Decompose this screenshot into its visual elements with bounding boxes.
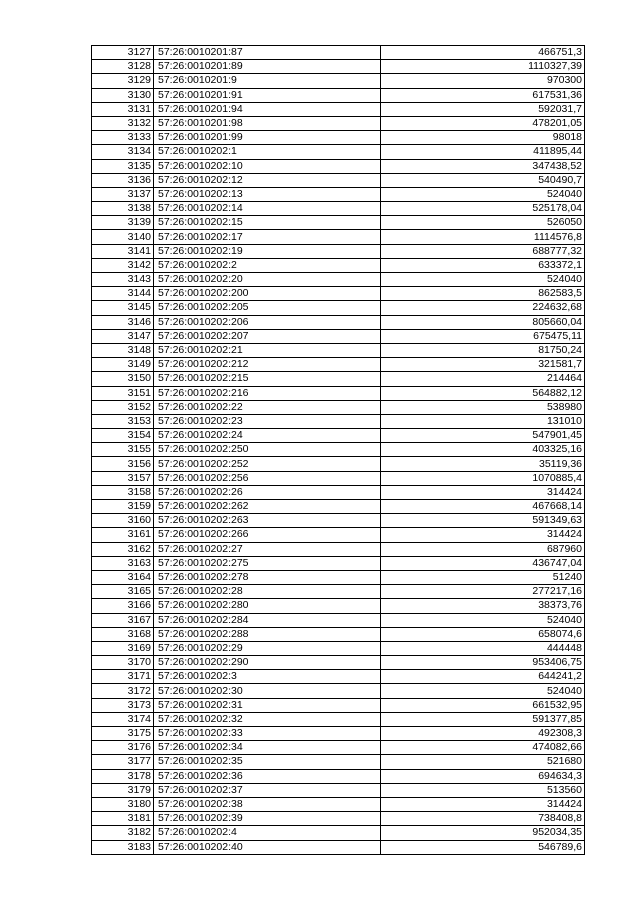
table-row bbox=[92, 599, 585, 613]
table-row bbox=[92, 783, 585, 797]
value-cell: 547901,45 bbox=[381, 429, 585, 443]
cadastral-number-cell: 57:26:0010202:207 bbox=[154, 329, 381, 343]
row-number-cell: 3152 bbox=[92, 400, 154, 414]
row-number-cell: 3139 bbox=[92, 216, 154, 230]
cadastral-number-cell: 57:26:0010201:87 bbox=[154, 46, 381, 60]
value-cell: 524040 bbox=[381, 187, 585, 201]
cadastral-number-cell: 57:26:0010202:38 bbox=[154, 797, 381, 811]
row-number-cell: 3154 bbox=[92, 429, 154, 443]
cadastral-number-cell: 57:26:0010201:89 bbox=[154, 60, 381, 74]
table-row bbox=[92, 372, 585, 386]
row-number-cell: 3163 bbox=[92, 556, 154, 570]
table-row bbox=[92, 570, 585, 584]
cadastral-number-cell: 57:26:0010202:26 bbox=[154, 485, 381, 499]
row-number-cell: 3148 bbox=[92, 343, 154, 357]
cadastral-number-cell: 57:26:0010202:35 bbox=[154, 755, 381, 769]
row-number-cell: 3145 bbox=[92, 301, 154, 315]
value-cell: 617531,36 bbox=[381, 88, 585, 102]
table-row bbox=[92, 343, 585, 357]
row-number-cell: 3137 bbox=[92, 187, 154, 201]
value-cell: 35119,36 bbox=[381, 457, 585, 471]
cadastral-number-cell: 57:26:0010202:250 bbox=[154, 443, 381, 457]
cadastral-number-cell: 57:26:0010202:14 bbox=[154, 202, 381, 216]
value-cell: 592031,7 bbox=[381, 102, 585, 116]
table-row bbox=[92, 812, 585, 826]
value-cell: 546789,6 bbox=[381, 840, 585, 854]
table-row bbox=[92, 429, 585, 443]
row-number-cell: 3178 bbox=[92, 769, 154, 783]
row-number-cell: 3171 bbox=[92, 670, 154, 684]
row-number-cell: 3164 bbox=[92, 570, 154, 584]
row-number-cell: 3180 bbox=[92, 797, 154, 811]
table-row bbox=[92, 244, 585, 258]
table-row bbox=[92, 471, 585, 485]
table-row bbox=[92, 102, 585, 116]
cadastral-number-cell: 57:26:0010202:22 bbox=[154, 400, 381, 414]
row-number-cell: 3135 bbox=[92, 159, 154, 173]
row-number-cell: 3169 bbox=[92, 641, 154, 655]
cadastral-number-cell: 57:26:0010202:40 bbox=[154, 840, 381, 854]
cadastral-number-cell: 57:26:0010202:39 bbox=[154, 812, 381, 826]
value-cell: 444448 bbox=[381, 641, 585, 655]
table-row bbox=[92, 500, 585, 514]
table-row bbox=[92, 301, 585, 315]
value-cell: 564882,12 bbox=[381, 386, 585, 400]
cadastral-number-cell: 57:26:0010202:205 bbox=[154, 301, 381, 315]
row-number-cell: 3132 bbox=[92, 116, 154, 130]
cadastral-number-cell: 57:26:0010202:23 bbox=[154, 414, 381, 428]
table-row bbox=[92, 386, 585, 400]
table-row bbox=[92, 542, 585, 556]
table-row bbox=[92, 627, 585, 641]
value-cell: 467668,14 bbox=[381, 500, 585, 514]
row-number-cell: 3150 bbox=[92, 372, 154, 386]
value-cell: 1070885,4 bbox=[381, 471, 585, 485]
cadastral-number-cell: 57:26:0010202:20 bbox=[154, 273, 381, 287]
table-row bbox=[92, 187, 585, 201]
table-row bbox=[92, 840, 585, 854]
table-row bbox=[92, 273, 585, 287]
table-row bbox=[92, 443, 585, 457]
cadastral-number-cell: 57:26:0010202:252 bbox=[154, 457, 381, 471]
value-cell: 591349,63 bbox=[381, 514, 585, 528]
value-cell: 214464 bbox=[381, 372, 585, 386]
row-number-cell: 3130 bbox=[92, 88, 154, 102]
row-number-cell: 3158 bbox=[92, 485, 154, 499]
value-cell: 953406,75 bbox=[381, 656, 585, 670]
table-row bbox=[92, 514, 585, 528]
value-cell: 411895,44 bbox=[381, 145, 585, 159]
value-cell: 524040 bbox=[381, 273, 585, 287]
row-number-cell: 3168 bbox=[92, 627, 154, 641]
table-row bbox=[92, 684, 585, 698]
cadastral-number-cell: 57:26:0010202:27 bbox=[154, 542, 381, 556]
cadastral-number-cell: 57:26:0010202:31 bbox=[154, 698, 381, 712]
cadastral-number-cell: 57:26:0010202:32 bbox=[154, 712, 381, 726]
value-cell: 524040 bbox=[381, 613, 585, 627]
value-cell: 321581,7 bbox=[381, 358, 585, 372]
table-row bbox=[92, 88, 585, 102]
row-number-cell: 3140 bbox=[92, 230, 154, 244]
row-number-cell: 3129 bbox=[92, 74, 154, 88]
cadastral-number-cell: 57:26:0010202:4 bbox=[154, 826, 381, 840]
row-number-cell: 3167 bbox=[92, 613, 154, 627]
cadastral-number-cell: 57:26:0010202:200 bbox=[154, 287, 381, 301]
table-row bbox=[92, 585, 585, 599]
row-number-cell: 3151 bbox=[92, 386, 154, 400]
row-number-cell: 3157 bbox=[92, 471, 154, 485]
table-row bbox=[92, 826, 585, 840]
value-cell: 466751,3 bbox=[381, 46, 585, 60]
cadastral-number-cell: 57:26:0010201:9 bbox=[154, 74, 381, 88]
row-number-cell: 3155 bbox=[92, 443, 154, 457]
row-number-cell: 3182 bbox=[92, 826, 154, 840]
cadastral-number-cell: 57:26:0010202:206 bbox=[154, 315, 381, 329]
table-row bbox=[92, 457, 585, 471]
row-number-cell: 3175 bbox=[92, 727, 154, 741]
cadastral-number-cell: 57:26:0010202:15 bbox=[154, 216, 381, 230]
row-number-cell: 3146 bbox=[92, 315, 154, 329]
row-number-cell: 3127 bbox=[92, 46, 154, 60]
row-number-cell: 3177 bbox=[92, 755, 154, 769]
table-row bbox=[92, 216, 585, 230]
table-row bbox=[92, 159, 585, 173]
cadastral-number-cell: 57:26:0010202:280 bbox=[154, 599, 381, 613]
cadastral-number-cell: 57:26:0010202:216 bbox=[154, 386, 381, 400]
cadastral-number-cell: 57:26:0010202:2 bbox=[154, 258, 381, 272]
row-number-cell: 3133 bbox=[92, 131, 154, 145]
cadastral-number-cell: 57:26:0010202:29 bbox=[154, 641, 381, 655]
table-row bbox=[92, 258, 585, 272]
cadastral-number-cell: 57:26:0010201:98 bbox=[154, 116, 381, 130]
table-row bbox=[92, 414, 585, 428]
row-number-cell: 3141 bbox=[92, 244, 154, 258]
table-row bbox=[92, 741, 585, 755]
value-cell: 644241,2 bbox=[381, 670, 585, 684]
value-cell: 513560 bbox=[381, 783, 585, 797]
table-row bbox=[92, 698, 585, 712]
table-row bbox=[92, 556, 585, 570]
value-cell: 314424 bbox=[381, 485, 585, 499]
row-number-cell: 3176 bbox=[92, 741, 154, 755]
table-row bbox=[92, 60, 585, 74]
value-cell: 538980 bbox=[381, 400, 585, 414]
value-cell: 970300 bbox=[381, 74, 585, 88]
row-number-cell: 3161 bbox=[92, 528, 154, 542]
table-row bbox=[92, 46, 585, 60]
cadastral-number-cell: 57:26:0010202:33 bbox=[154, 727, 381, 741]
table-row bbox=[92, 74, 585, 88]
table-row bbox=[92, 315, 585, 329]
table-row bbox=[92, 230, 585, 244]
cadastral-number-cell: 57:26:0010202:12 bbox=[154, 173, 381, 187]
value-cell: 51240 bbox=[381, 570, 585, 584]
table-row bbox=[92, 755, 585, 769]
value-cell: 436747,04 bbox=[381, 556, 585, 570]
cadastral-number-cell: 57:26:0010202:13 bbox=[154, 187, 381, 201]
row-number-cell: 3174 bbox=[92, 712, 154, 726]
row-number-cell: 3144 bbox=[92, 287, 154, 301]
value-cell: 862583,5 bbox=[381, 287, 585, 301]
value-cell: 525178,04 bbox=[381, 202, 585, 216]
value-cell: 591377,85 bbox=[381, 712, 585, 726]
cadastral-number-cell: 57:26:0010202:262 bbox=[154, 500, 381, 514]
cadastral-number-cell: 57:26:0010201:91 bbox=[154, 88, 381, 102]
row-number-cell: 3173 bbox=[92, 698, 154, 712]
row-number-cell: 3153 bbox=[92, 414, 154, 428]
value-cell: 661532,95 bbox=[381, 698, 585, 712]
cadastral-number-cell: 57:26:0010202:19 bbox=[154, 244, 381, 258]
value-cell: 314424 bbox=[381, 528, 585, 542]
cadastral-number-cell: 57:26:0010202:37 bbox=[154, 783, 381, 797]
row-number-cell: 3136 bbox=[92, 173, 154, 187]
value-cell: 658074,6 bbox=[381, 627, 585, 641]
table-row bbox=[92, 329, 585, 343]
data-table bbox=[91, 45, 585, 855]
row-number-cell: 3131 bbox=[92, 102, 154, 116]
value-cell: 38373,76 bbox=[381, 599, 585, 613]
row-number-cell: 3143 bbox=[92, 273, 154, 287]
cadastral-number-cell: 57:26:0010202:1 bbox=[154, 145, 381, 159]
cadastral-number-cell: 57:26:0010202:10 bbox=[154, 159, 381, 173]
table-row bbox=[92, 656, 585, 670]
table-row bbox=[92, 400, 585, 414]
value-cell: 224632,68 bbox=[381, 301, 585, 315]
row-number-cell: 3138 bbox=[92, 202, 154, 216]
cadastral-number-cell: 57:26:0010202:290 bbox=[154, 656, 381, 670]
row-number-cell: 3142 bbox=[92, 258, 154, 272]
table-row bbox=[92, 173, 585, 187]
value-cell: 403325,16 bbox=[381, 443, 585, 457]
table-row bbox=[92, 145, 585, 159]
table-row bbox=[92, 358, 585, 372]
cadastral-number-cell: 57:26:0010201:94 bbox=[154, 102, 381, 116]
row-number-cell: 3165 bbox=[92, 585, 154, 599]
value-cell: 526050 bbox=[381, 216, 585, 230]
row-number-cell: 3172 bbox=[92, 684, 154, 698]
cadastral-number-cell: 57:26:0010202:275 bbox=[154, 556, 381, 570]
row-number-cell: 3170 bbox=[92, 656, 154, 670]
table-row bbox=[92, 797, 585, 811]
value-cell: 314424 bbox=[381, 797, 585, 811]
value-cell: 131010 bbox=[381, 414, 585, 428]
value-cell: 478201,05 bbox=[381, 116, 585, 130]
cadastral-number-cell: 57:26:0010202:34 bbox=[154, 741, 381, 755]
cadastral-number-cell: 57:26:0010202:263 bbox=[154, 514, 381, 528]
table-row bbox=[92, 116, 585, 130]
value-cell: 694634,3 bbox=[381, 769, 585, 783]
value-cell: 738408,8 bbox=[381, 812, 585, 826]
row-number-cell: 3134 bbox=[92, 145, 154, 159]
cadastral-number-cell: 57:26:0010202:288 bbox=[154, 627, 381, 641]
table-row bbox=[92, 641, 585, 655]
row-number-cell: 3160 bbox=[92, 514, 154, 528]
row-number-cell: 3183 bbox=[92, 840, 154, 854]
value-cell: 633372,1 bbox=[381, 258, 585, 272]
value-cell: 98018 bbox=[381, 131, 585, 145]
table-row bbox=[92, 287, 585, 301]
cadastral-number-cell: 57:26:0010202:266 bbox=[154, 528, 381, 542]
cadastral-number-cell: 57:26:0010202:284 bbox=[154, 613, 381, 627]
cadastral-number-cell: 57:26:0010201:99 bbox=[154, 131, 381, 145]
value-cell: 524040 bbox=[381, 684, 585, 698]
row-number-cell: 3159 bbox=[92, 500, 154, 514]
row-number-cell: 3166 bbox=[92, 599, 154, 613]
value-cell: 1110327,39 bbox=[381, 60, 585, 74]
value-cell: 805660,04 bbox=[381, 315, 585, 329]
table-row bbox=[92, 131, 585, 145]
value-cell: 675475,11 bbox=[381, 329, 585, 343]
cadastral-number-cell: 57:26:0010202:24 bbox=[154, 429, 381, 443]
cadastral-number-cell: 57:26:0010202:21 bbox=[154, 343, 381, 357]
table-row bbox=[92, 485, 585, 499]
row-number-cell: 3162 bbox=[92, 542, 154, 556]
cadastral-number-cell: 57:26:0010202:215 bbox=[154, 372, 381, 386]
value-cell: 81750,24 bbox=[381, 343, 585, 357]
table-row bbox=[92, 727, 585, 741]
cadastral-number-cell: 57:26:0010202:256 bbox=[154, 471, 381, 485]
value-cell: 952034,35 bbox=[381, 826, 585, 840]
value-cell: 688777,32 bbox=[381, 244, 585, 258]
row-number-cell: 3181 bbox=[92, 812, 154, 826]
cadastral-number-cell: 57:26:0010202:212 bbox=[154, 358, 381, 372]
value-cell: 1114576,8 bbox=[381, 230, 585, 244]
cadastral-number-cell: 57:26:0010202:36 bbox=[154, 769, 381, 783]
cadastral-number-cell: 57:26:0010202:30 bbox=[154, 684, 381, 698]
value-cell: 277217,16 bbox=[381, 585, 585, 599]
table-row bbox=[92, 202, 585, 216]
table-body bbox=[92, 46, 585, 855]
value-cell: 540490,7 bbox=[381, 173, 585, 187]
table-row bbox=[92, 670, 585, 684]
value-cell: 492308,3 bbox=[381, 727, 585, 741]
value-cell: 347438,52 bbox=[381, 159, 585, 173]
cadastral-number-cell: 57:26:0010202:3 bbox=[154, 670, 381, 684]
table-row bbox=[92, 712, 585, 726]
cadastral-number-cell: 57:26:0010202:28 bbox=[154, 585, 381, 599]
row-number-cell: 3128 bbox=[92, 60, 154, 74]
value-cell: 521680 bbox=[381, 755, 585, 769]
value-cell: 474082,66 bbox=[381, 741, 585, 755]
table-row bbox=[92, 769, 585, 783]
table-row bbox=[92, 613, 585, 627]
row-number-cell: 3179 bbox=[92, 783, 154, 797]
cadastral-number-cell: 57:26:0010202:17 bbox=[154, 230, 381, 244]
cadastral-number-cell: 57:26:0010202:278 bbox=[154, 570, 381, 584]
row-number-cell: 3149 bbox=[92, 358, 154, 372]
row-number-cell: 3147 bbox=[92, 329, 154, 343]
table-row bbox=[92, 528, 585, 542]
value-cell: 687960 bbox=[381, 542, 585, 556]
row-number-cell: 3156 bbox=[92, 457, 154, 471]
